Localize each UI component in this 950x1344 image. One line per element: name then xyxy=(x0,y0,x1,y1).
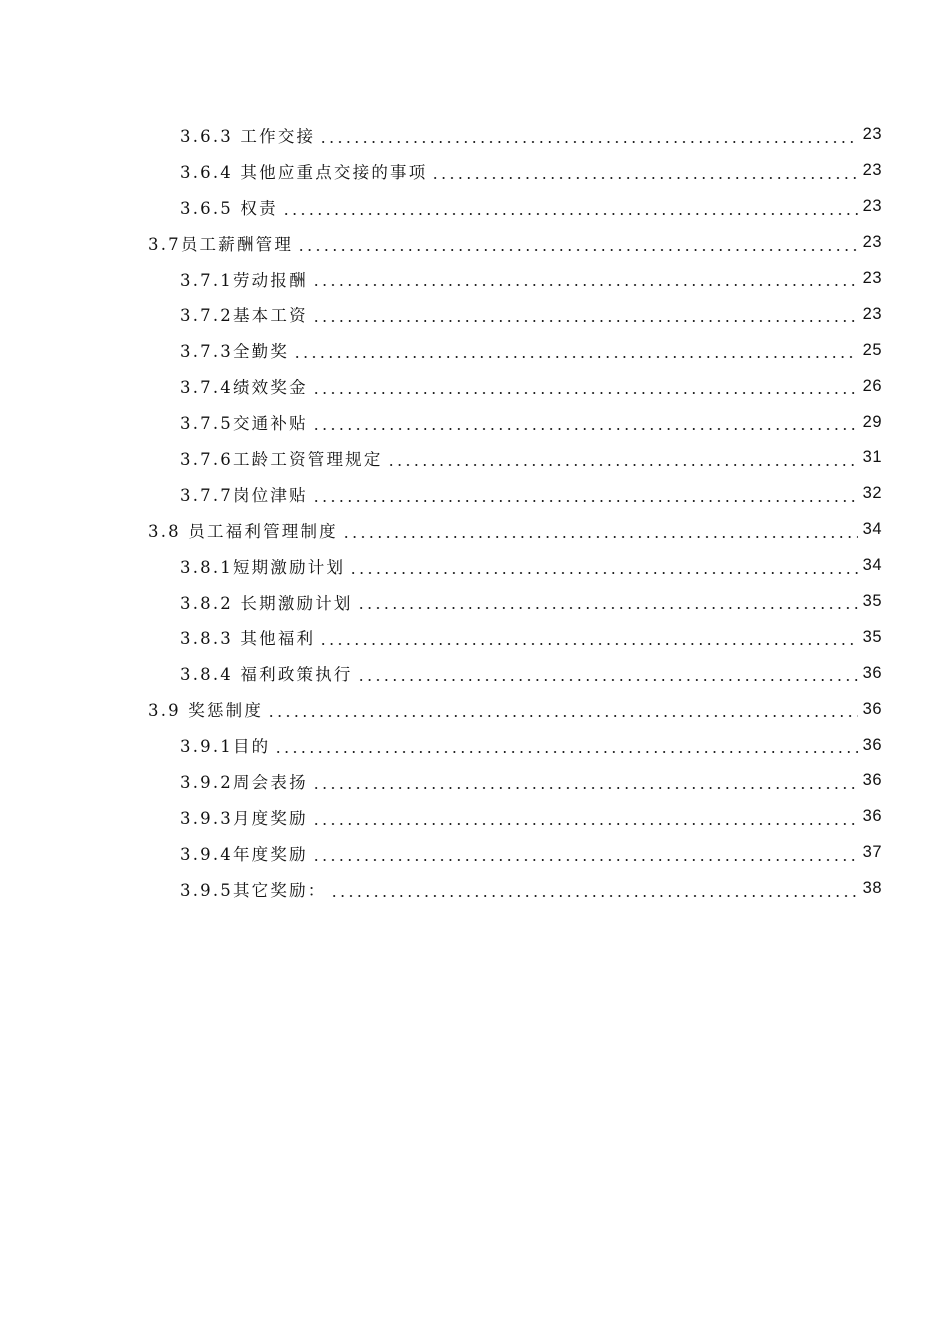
toc-entry-title: 3.9.1目的 xyxy=(180,733,272,757)
toc-entry-title: 3.9.4年度奖励 xyxy=(180,841,310,865)
toc-entry[interactable] xyxy=(0,619,950,655)
toc-dot-leader xyxy=(357,679,858,681)
toc-dot-leader xyxy=(293,356,858,358)
toc-page-number: 36 xyxy=(862,771,882,790)
toc-page-number: 23 xyxy=(862,269,882,287)
toc-entry-title: 3.6.5 权责 xyxy=(180,195,280,219)
toc-entry-title: 3.7.2基本工资 xyxy=(180,302,310,326)
toc-entry-title: 3.7.4绩效奖金 xyxy=(180,374,310,398)
toc-dot-leader xyxy=(342,536,858,538)
toc-entry-title: 3.8.3 其他福利 xyxy=(180,625,317,649)
toc-page-number: 38 xyxy=(862,879,882,898)
toc-entry[interactable] xyxy=(0,512,950,548)
toc-page-number: 29 xyxy=(862,412,882,431)
toc-page-number: 23 xyxy=(862,125,882,144)
toc-entry[interactable] xyxy=(0,117,950,153)
toc-dot-leader xyxy=(357,607,858,609)
toc-dot-leader xyxy=(312,823,858,825)
toc-entry[interactable] xyxy=(0,548,950,584)
toc-dot-leader xyxy=(297,249,858,251)
toc-dot-leader xyxy=(319,141,858,143)
toc-entry[interactable] xyxy=(0,332,950,368)
toc-page-number: 34 xyxy=(862,520,882,539)
toc-page-number: 36 xyxy=(862,663,882,682)
toc-entry[interactable] xyxy=(0,584,950,620)
toc-entry[interactable] xyxy=(0,296,950,332)
toc-entry[interactable] xyxy=(0,835,950,871)
toc-entry[interactable] xyxy=(0,763,950,799)
toc-dot-leader xyxy=(312,500,858,502)
toc-dot-leader xyxy=(312,320,858,322)
toc-dot-leader xyxy=(319,643,858,645)
toc-entry-title: 3.8.4 福利政策执行 xyxy=(180,661,355,685)
toc-entry[interactable] xyxy=(0,727,950,763)
toc-dot-leader xyxy=(312,392,858,394)
toc-entry-title: 3.7.7岗位津贴 xyxy=(180,482,310,506)
toc-dot-leader xyxy=(282,213,858,215)
toc-page-number: 35 xyxy=(862,627,882,646)
toc-dot-leader xyxy=(330,895,858,897)
toc-entry[interactable] xyxy=(0,871,950,907)
toc-page-number: 26 xyxy=(862,376,882,395)
toc-entry-title: 3.6.4 其他应重点交接的事项 xyxy=(180,159,429,183)
toc-page-number: 36 xyxy=(862,699,882,718)
toc-entry[interactable] xyxy=(0,368,950,404)
toc-page-number: 31 xyxy=(862,448,882,467)
toc-entry-title: 3.7.6工龄工资管理规定 xyxy=(180,446,385,470)
toc-dot-leader xyxy=(267,715,858,717)
toc-dot-leader xyxy=(274,751,858,753)
toc-entry-title: 3.8.1短期激励计划 xyxy=(180,554,347,578)
toc-entry[interactable] xyxy=(0,225,950,261)
toc-dot-leader xyxy=(312,284,858,286)
toc-entry-title: 3.9.5其它奖励： xyxy=(180,877,328,901)
toc-entry-title: 3.9 奖惩制度 xyxy=(148,697,265,721)
toc-page-number: 25 xyxy=(862,340,882,359)
toc-entry-title: 3.7员工薪酬管理 xyxy=(148,231,295,255)
toc-entry[interactable] xyxy=(0,799,950,835)
toc-entry-title: 3.9.2周会表扬 xyxy=(180,769,310,793)
toc-page-number: 36 xyxy=(862,735,882,754)
toc-page-number: 23 xyxy=(862,304,882,323)
toc-entry[interactable] xyxy=(0,691,950,727)
toc-entry-title: 3.8 员工福利管理制度 xyxy=(148,518,340,542)
toc-dot-leader xyxy=(312,787,858,789)
toc-entry-title: 3.8.2 长期激励计划 xyxy=(180,590,355,614)
toc-entry[interactable] xyxy=(0,189,950,225)
toc-dot-leader xyxy=(431,177,858,179)
toc-entry-title: 3.7.1劳动报酬 xyxy=(180,267,310,291)
toc-entry-title: 3.9.3月度奖励 xyxy=(180,805,310,829)
toc-entry[interactable] xyxy=(0,655,950,691)
toc-page-number: 37 xyxy=(862,843,882,862)
toc-page-number: 34 xyxy=(862,556,882,575)
toc-dot-leader xyxy=(387,464,858,466)
toc-entry-title: 3.7.5交通补贴 xyxy=(180,410,310,434)
toc-entry[interactable] xyxy=(0,476,950,512)
toc-entry-title: 3.6.3 工作交接 xyxy=(180,123,317,147)
toc-dot-leader xyxy=(312,859,858,861)
toc-page-number: 23 xyxy=(862,161,882,180)
toc-page-number: 36 xyxy=(862,807,882,826)
toc-page-number: 32 xyxy=(862,484,882,503)
toc-page-number: 35 xyxy=(862,592,882,611)
toc-page-number: 23 xyxy=(862,197,882,216)
toc-dot-leader xyxy=(349,572,858,574)
toc-entry[interactable] xyxy=(0,153,950,189)
toc-entry[interactable] xyxy=(0,440,950,476)
table-of-contents xyxy=(0,117,950,907)
toc-entry[interactable] xyxy=(0,261,950,297)
toc-entry-title: 3.7.3全勤奖 xyxy=(180,338,291,362)
toc-entry[interactable] xyxy=(0,404,950,440)
toc-page-number: 23 xyxy=(862,233,882,252)
toc-dot-leader xyxy=(312,428,858,430)
